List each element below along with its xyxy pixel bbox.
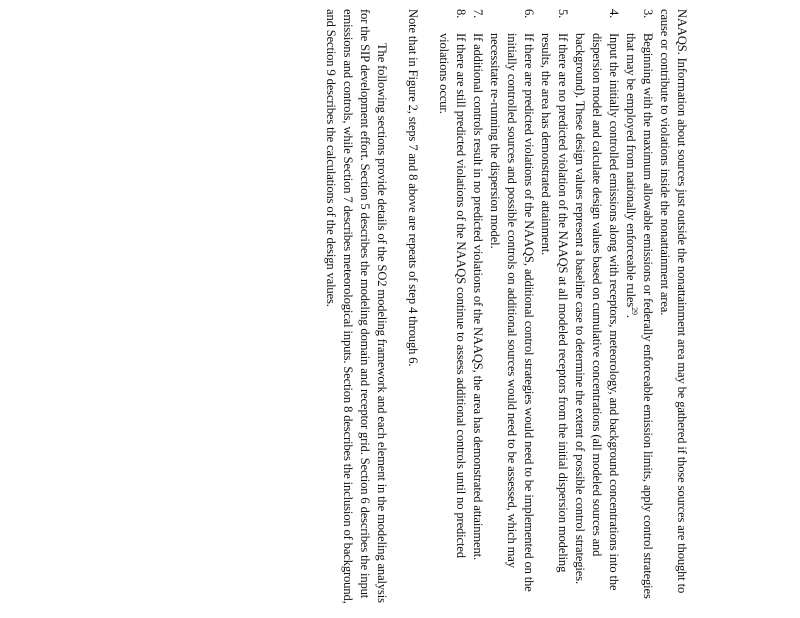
figure-note: Note that in Figure 2, steps 7 and 8 above are repeats of step 4 through 6.: [406, 9, 420, 367]
list-item: [622, 9, 656, 609]
step-number: 3.: [641, 9, 655, 19]
list-item: [486, 9, 537, 609]
list-item: [435, 9, 469, 609]
step-number: 8.: [454, 9, 468, 19]
footnote-marker: 29: [630, 307, 640, 315]
continued-paragraph: NAAQS. Information about sources just outside the nonattainment area may be gathered if those sources are thought to cause or contribute to violations inside the nonattainment area.: [658, 9, 689, 594]
document-page: [110, 9, 690, 609]
step-text: If there are predicted violations of the NAAQS, additional control strategies would need to be implemented on the initially controlled sources and possible controls on additional sources would need to be assessed, which may necessitate re-running the dispersion model.: [488, 33, 536, 592]
step-number: 7.: [471, 9, 485, 19]
list-item: [469, 9, 486, 609]
list-item: [537, 9, 571, 609]
step-text: If additional controls result in no predicted violations of the NAAQS, the area has demonstrated attainment.: [471, 33, 485, 560]
step-number: 6.: [522, 9, 536, 19]
list-item: [571, 9, 622, 609]
closing-paragraph: The following sections provide details of the SO2 modeling framework and each element in the modeling analysis for the SIP development effort. Section 5 describes the modeling domain and receptor grid. Section 6 describes the input emissions and controls, while Section 7 describes meteorological inputs. Section 8 describes the inclusion of background, and Section 9 describes the calculations of the design values.: [324, 9, 389, 604]
step-text: Beginning with the maximum allowable emissions or federally enforceable emission limits, apply control strategies that may be employed from nationally enforceable rules$^{29}$.: [624, 33, 655, 599]
step-number: 4.: [607, 9, 621, 19]
step-number: 5.: [556, 9, 570, 19]
step-text: If there are still predicted violations of the NAAQS continue to assess additional controls until no predicted violations occur.: [437, 33, 468, 558]
step-text: If there are no predicted violation of the NAAQS at all modeled receptors from the initial dispersion modeling results, the area has demonstrated attainment.: [539, 33, 570, 573]
step-text: Input the initially controlled emissions along with receptors, meteorology, and background concentrations into the dispersion model and calculate design values based on cumulative concentrations (all modeled sources and background). These design values represent a baseline case to determine the extent of possible control strategies.: [573, 33, 621, 591]
